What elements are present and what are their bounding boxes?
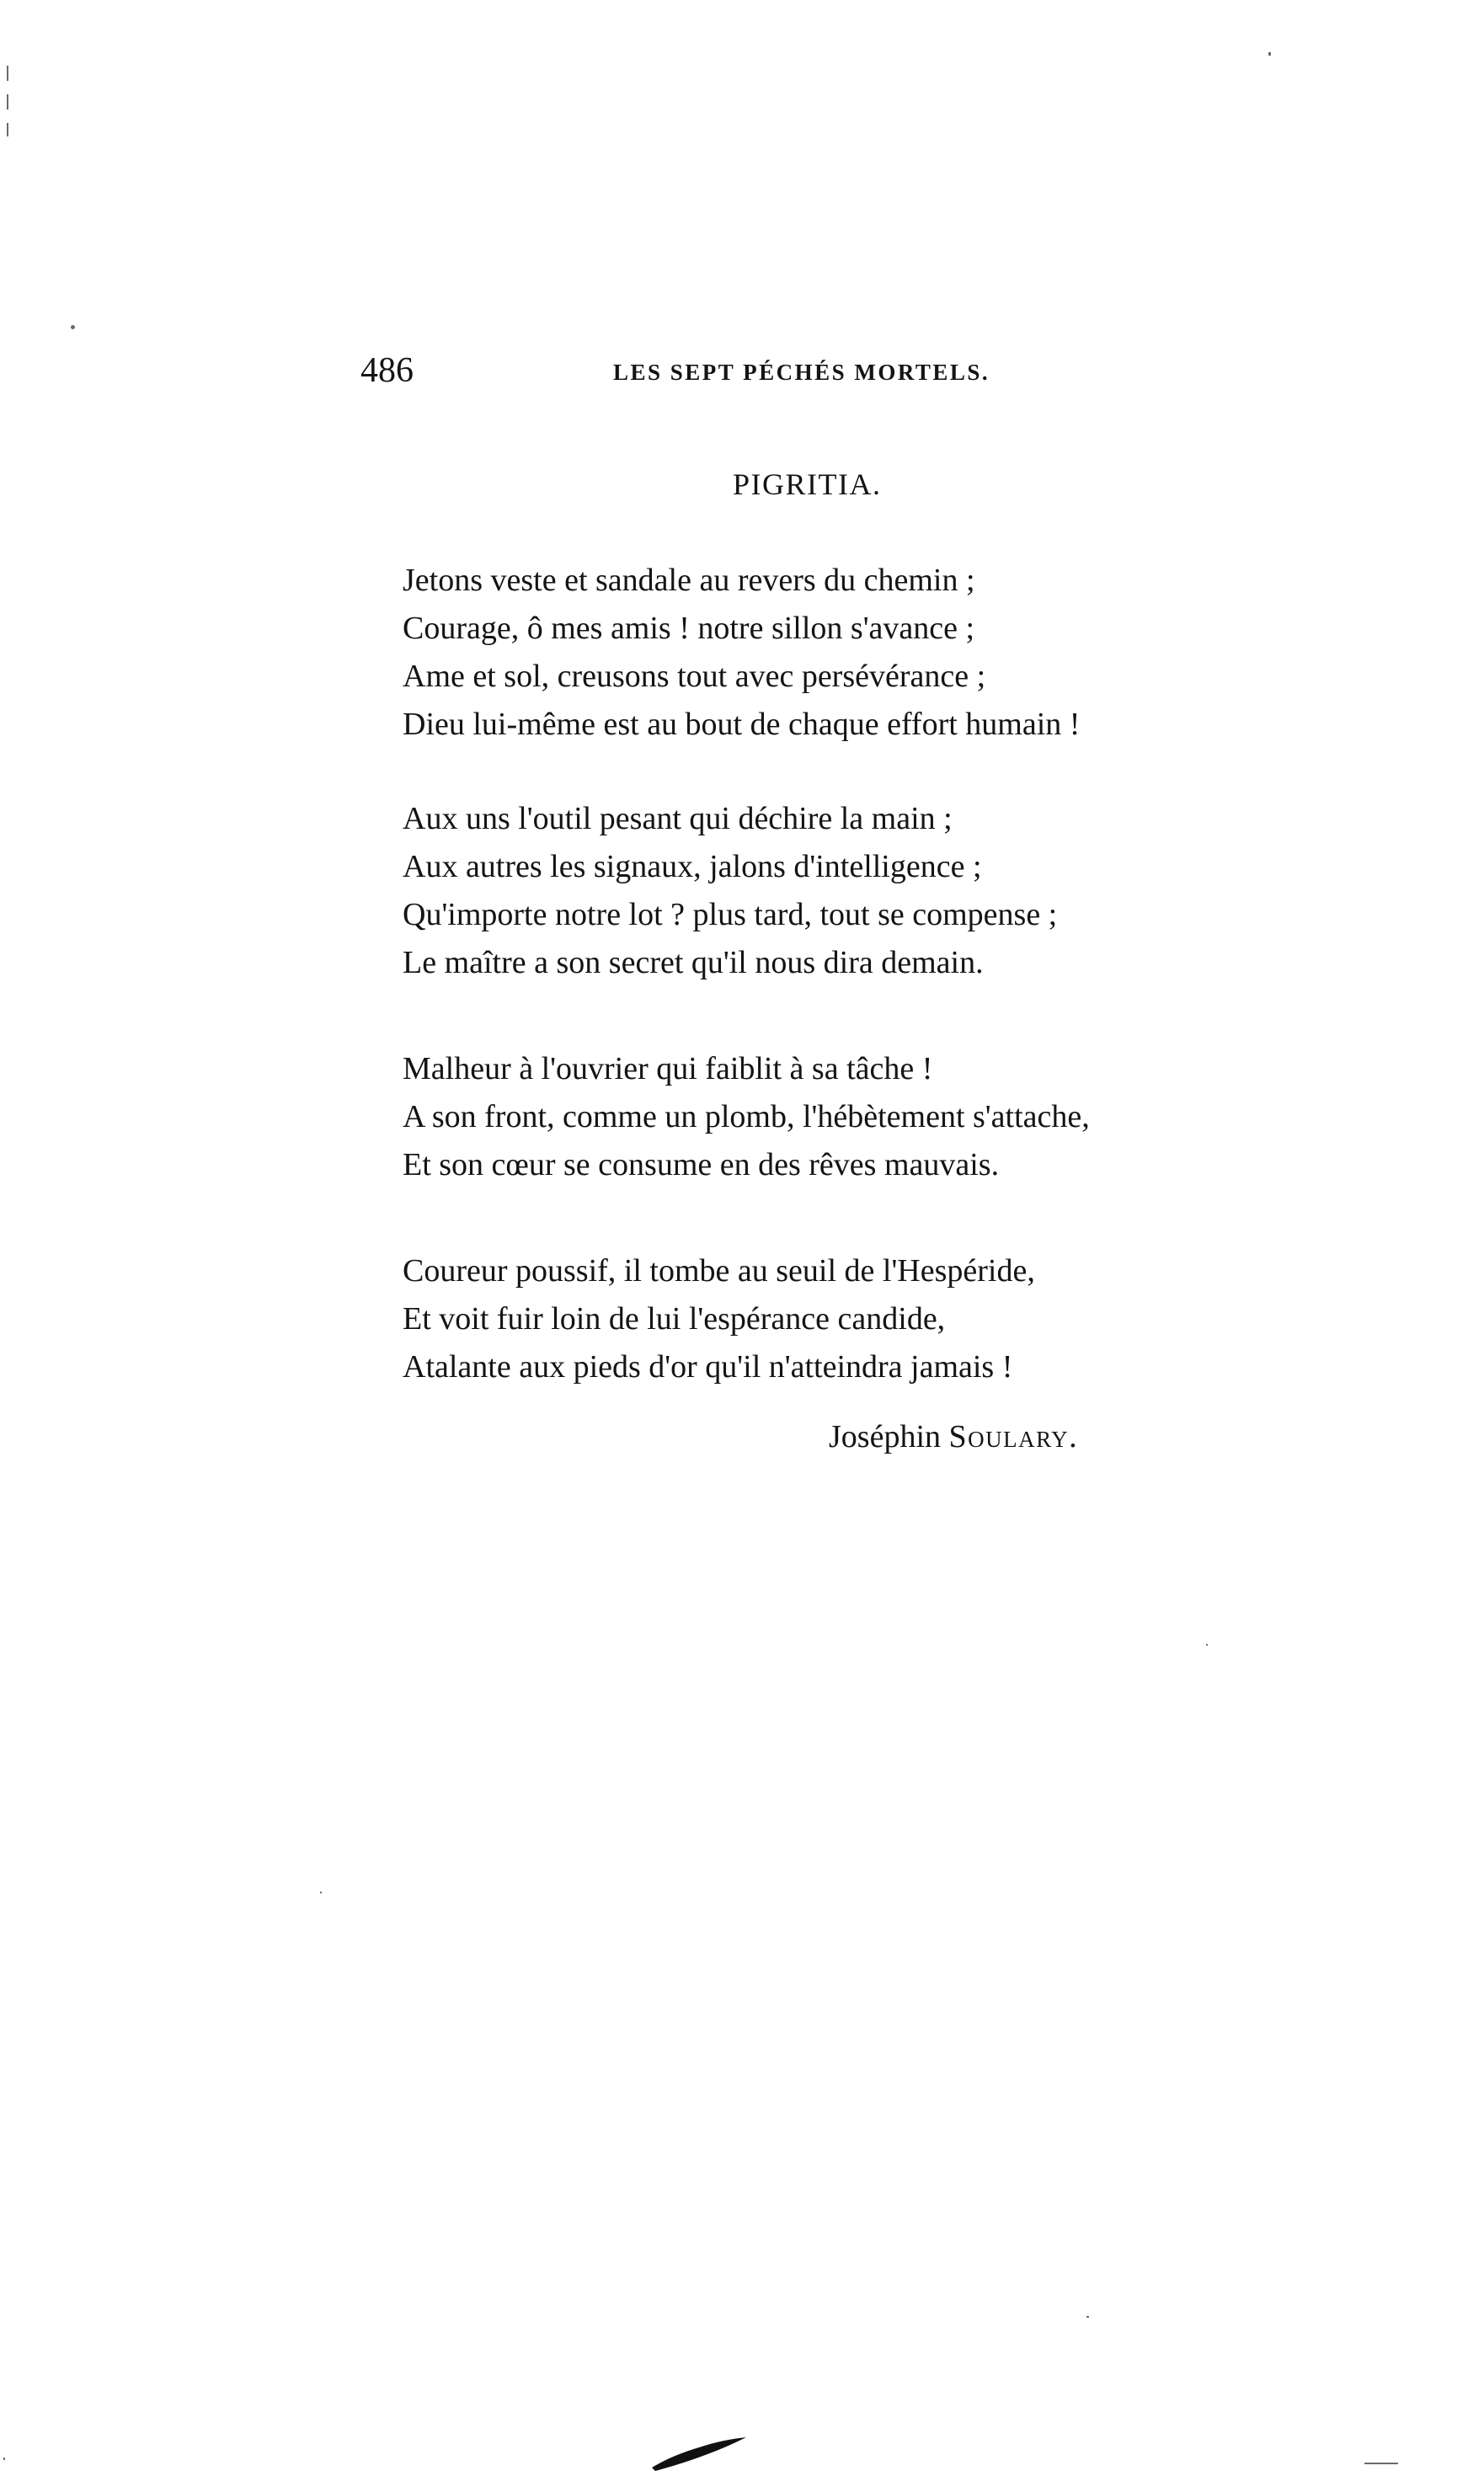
stanza-3 — [403, 1045, 1090, 1189]
scan-edge-mark — [7, 94, 8, 109]
scan-speck — [1086, 2316, 1089, 2318]
poem-title: PIGRITIA. — [733, 467, 882, 501]
verse-line: Dieu lui-même est au bout de chaque effort humain ! — [403, 707, 1081, 742]
verse-line: Et son cœur se consume en des rêves mauvais. — [403, 1147, 1000, 1182]
page-number: 486 — [360, 351, 414, 390]
running-title: LES SEPT PÉCHÉS MORTELS. — [613, 360, 990, 385]
author-surname: Soulary. — [948, 1419, 1079, 1454]
stanza-1 — [403, 557, 1080, 749]
verse-line: Et voit fuir loin de lui l'espérance candide, — [403, 1301, 946, 1337]
scan-speck — [1206, 1644, 1208, 1646]
verse-line: Aux autres les signaux, jalons d'intelligence ; — [403, 849, 982, 884]
verse-line: Coureur poussif, il tombe au seuil de l'Hespéride, — [403, 1253, 1035, 1289]
stanza-4 — [403, 1247, 1035, 1391]
verse-line: Aux uns l'outil pesant qui déchire la main ; — [403, 801, 953, 836]
ink-blot-mark — [649, 2434, 748, 2471]
verse-line: Malheur à l'ouvrier qui faiblit à sa tâche ! — [403, 1051, 933, 1086]
stanza-2 — [403, 795, 1057, 987]
verse-line: Qu'importe notre lot ? plus tard, tout se compense ; — [403, 897, 1058, 932]
scan-speck — [1364, 2463, 1398, 2464]
verse-line: Atalante aux pieds d'or qu'il n'atteindra jamais ! — [403, 1349, 1013, 1385]
verse-line: Jetons veste et sandale au revers du chemin ; — [403, 563, 975, 598]
scan-speck — [320, 1892, 322, 1893]
author-first-name: Joséphin — [829, 1419, 941, 1454]
scan-edge-mark — [7, 66, 8, 81]
verse-line: Le maître a son secret qu'il nous dira demain. — [403, 945, 984, 980]
scan-edge-mark — [7, 123, 8, 136]
scan-speck — [71, 325, 75, 329]
author-signature — [829, 1413, 1078, 1460]
verse-line: Ame et sol, creusons tout avec persévérance ; — [403, 659, 986, 694]
scan-speck — [3, 2458, 5, 2460]
page-header — [360, 347, 1026, 398]
verse-line: Courage, ô mes amis ! notre sillon s'avance ; — [403, 611, 975, 646]
verse-line: A son front, comme un plomb, l'hébètement s'attache, — [403, 1099, 1090, 1134]
scan-speck — [1268, 52, 1271, 56]
